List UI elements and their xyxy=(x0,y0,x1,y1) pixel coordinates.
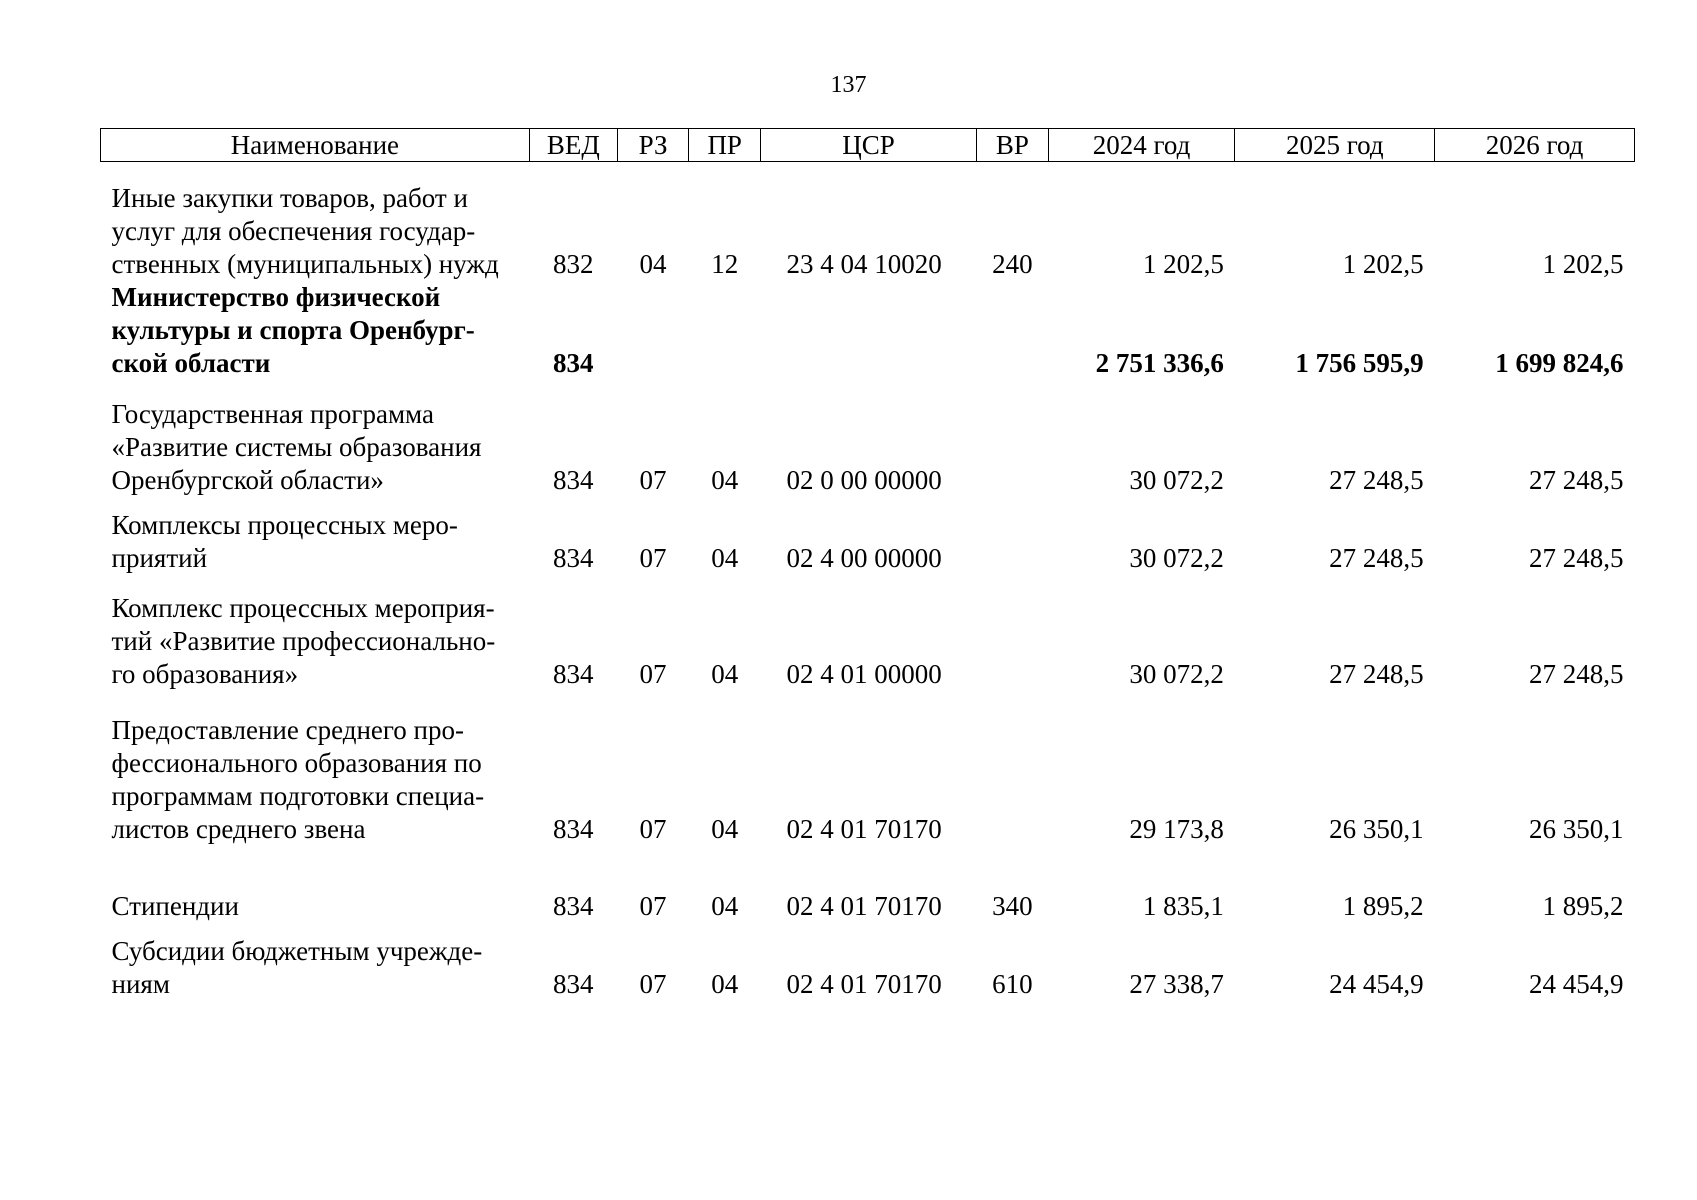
row-rz: 07 xyxy=(639,891,667,921)
header-rz: РЗ xyxy=(617,129,689,162)
row-ved: 834 xyxy=(553,659,594,689)
row-name: Предоставление среднего про- фессионального образования по программам подготовки специа- листов среднего звена xyxy=(111,715,485,844)
row-2025: 26 350,1 xyxy=(1329,814,1424,844)
table-row xyxy=(101,497,1635,575)
row-pr: 04 xyxy=(711,659,739,689)
row-rz: 07 xyxy=(639,465,667,495)
row-2025: 1 756 595,9 xyxy=(1295,348,1424,378)
row-csr: 23 4 04 10020 xyxy=(786,249,942,279)
table-header-row xyxy=(101,129,1635,162)
row-2024: 30 072,2 xyxy=(1129,465,1224,495)
row-pr: 04 xyxy=(711,969,739,999)
row-2026: 26 350,1 xyxy=(1529,814,1624,844)
row-name: Стипендии xyxy=(111,891,239,921)
row-csr: 02 0 00 00000 xyxy=(786,465,942,495)
row-2026: 1 895,2 xyxy=(1542,891,1624,921)
row-ved: 834 xyxy=(553,891,594,921)
row-ved: 834 xyxy=(553,969,594,999)
row-2026: 1 202,5 xyxy=(1542,249,1624,279)
row-name: Государственная программа «Развитие системы образования Оренбургской области» xyxy=(111,399,482,495)
row-ved: 832 xyxy=(553,249,594,279)
row-pr: 04 xyxy=(711,891,739,921)
row-2025: 27 248,5 xyxy=(1329,659,1424,689)
row-name: Комплексы процессных меро- приятий xyxy=(111,510,458,573)
row-ved: 834 xyxy=(553,814,594,844)
row-pr: 04 xyxy=(711,814,739,844)
table-row xyxy=(101,846,1635,923)
row-csr: 02 4 01 70170 xyxy=(786,814,942,844)
header-name: Наименование xyxy=(101,129,530,162)
row-csr: 02 4 00 00000 xyxy=(786,543,942,573)
row-2026: 1 699 824,6 xyxy=(1495,348,1624,378)
header-pr: ПР xyxy=(689,129,761,162)
row-csr: 02 4 01 70170 xyxy=(786,969,942,999)
row-2025: 27 248,5 xyxy=(1329,465,1424,495)
row-vr: 240 xyxy=(992,249,1033,279)
header-2024: 2024 год xyxy=(1048,129,1235,162)
table-row xyxy=(101,380,1635,497)
row-name: Иные закупки товаров, работ и услуг для обеспечения государ- ственных (муниципальных) нужд xyxy=(111,183,499,279)
page-number: 137 xyxy=(830,72,867,98)
row-rz: 07 xyxy=(639,543,667,573)
row-vr xyxy=(977,575,1049,691)
row-vr: 340 xyxy=(992,891,1033,921)
table-row xyxy=(101,575,1635,691)
row-pr: 12 xyxy=(711,249,739,279)
header-csr: ЦСР xyxy=(761,129,977,162)
row-2024: 1 202,5 xyxy=(1142,249,1224,279)
header-2026: 2026 год xyxy=(1435,129,1635,162)
row-2026: 27 248,5 xyxy=(1529,465,1624,495)
row-2026: 27 248,5 xyxy=(1529,543,1624,573)
header-2025: 2025 год xyxy=(1235,129,1435,162)
table-row xyxy=(101,923,1635,1001)
row-2024: 1 835,1 xyxy=(1142,891,1224,921)
row-vr: 610 xyxy=(992,969,1033,999)
row-ved: 834 xyxy=(553,465,594,495)
row-2026: 27 248,5 xyxy=(1529,659,1624,689)
row-rz: 07 xyxy=(639,814,667,844)
budget-table xyxy=(100,128,1635,1001)
row-pr: 04 xyxy=(711,543,739,573)
row-csr: 02 4 01 00000 xyxy=(786,659,942,689)
header-vr: ВР xyxy=(977,129,1049,162)
row-vr xyxy=(977,691,1049,846)
row-rz: 04 xyxy=(639,249,667,279)
row-rz xyxy=(617,281,689,380)
row-name: Министерство физической культуры и спорта Оренбург- ской области xyxy=(111,282,475,378)
row-2024: 30 072,2 xyxy=(1129,659,1224,689)
row-2024: 30 072,2 xyxy=(1129,543,1224,573)
table-row xyxy=(101,162,1635,282)
row-vr xyxy=(977,380,1049,497)
row-pr: 04 xyxy=(711,465,739,495)
row-rz: 07 xyxy=(639,659,667,689)
header-ved: ВЕД xyxy=(529,129,617,162)
row-2024: 29 173,8 xyxy=(1129,814,1224,844)
row-vr xyxy=(977,281,1049,380)
row-2025: 1 895,2 xyxy=(1342,891,1424,921)
row-ved: 834 xyxy=(553,348,594,378)
table-row xyxy=(101,691,1635,846)
table-row xyxy=(101,281,1635,380)
row-csr: 02 4 01 70170 xyxy=(786,891,942,921)
row-ved: 834 xyxy=(553,543,594,573)
row-2024: 27 338,7 xyxy=(1129,969,1224,999)
row-2024: 2 751 336,6 xyxy=(1095,348,1224,378)
row-vr xyxy=(977,497,1049,575)
row-pr xyxy=(689,281,761,380)
row-2025: 1 202,5 xyxy=(1342,249,1424,279)
row-2025: 27 248,5 xyxy=(1329,543,1424,573)
row-name: Субсидии бюджетным учрежде- ниям xyxy=(111,936,483,999)
row-rz: 07 xyxy=(639,969,667,999)
row-2025: 24 454,9 xyxy=(1329,969,1424,999)
row-csr xyxy=(761,281,977,380)
row-2026: 24 454,9 xyxy=(1529,969,1624,999)
row-name: Комплекс процессных мероприя- тий «Развитие профессионально- го образования» xyxy=(111,593,496,689)
